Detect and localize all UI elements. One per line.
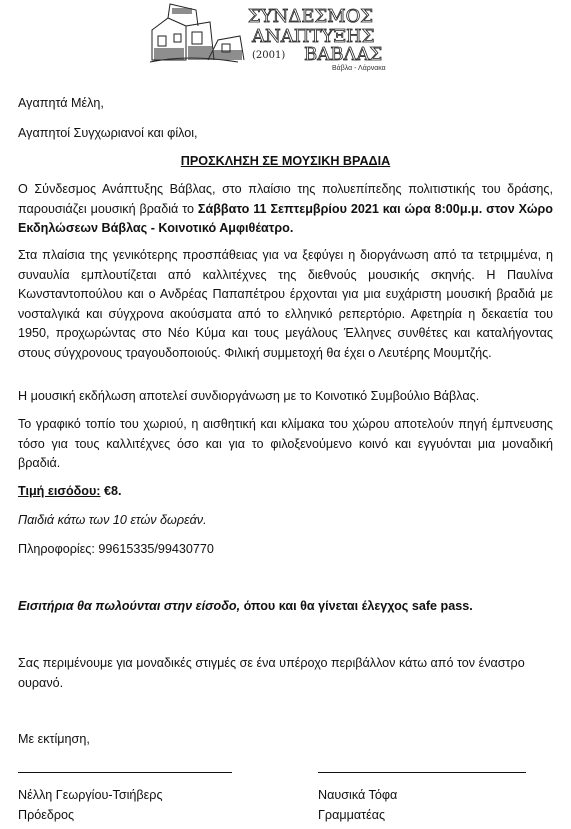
regards: Με εκτίμηση, bbox=[18, 732, 90, 746]
invitation-title: ΠΡΟΣΚΛΗΣΗ ΣΕ ΜΟΥΣΙΚΗ ΒΡΑΔΙΑ bbox=[180, 154, 391, 168]
intro-text: Ο Σύνδεσμος Ανάπτυξης Βάβλας, στο πλαίσιο της πολυεπίπεδης πολιτιστικής του δράσης, παρουσιάζει μουσική βραδιά το bbox=[18, 182, 553, 216]
secretary-signature bbox=[318, 786, 397, 825]
signature-line-secretary bbox=[318, 772, 526, 773]
tickets-note-italic: Εισιτήρια θα πωλούνται στην είσοδο, bbox=[18, 599, 241, 613]
signature-line-president bbox=[18, 772, 232, 773]
closing-paragraph: Σας περιμένουμε για μοναδικές στιγμές σε ένα υπέροχο περιβάλλον κάτω από τον έναστρο ουρανό. bbox=[18, 656, 525, 690]
artists-paragraph: Στα πλαίσια της γενικότερης προσπάθειας για να ξεφύγει η διοργάνωση από τα τετριμμένα, η συναυλία εμπλουτίζεται από καλλιτέχνες της διεθνούς μουσικής σκηνής. Η Παυλίνα Κωνσταντοπούλου και ο Ανδρέας Παπαπέτρου έρχονται για μια ευχάριστη μουσική βραδιά με νοσταλγικά και σύγχρονα ακούσματα από το ελληνικό ρεπερτόριο. Αφετηρία η δεκαετία του 1950, προχωρώντας στο Νέο Κύμα και τους μεγάλους Έλληνες συνθέτες και καταλήγοντας στους σύγχρονους τραγουδοποιούς. Φιλική συμμετοχή θα έχει ο Λευτέρης Μουμτζής. bbox=[18, 248, 553, 360]
price-label: Τιμή εισόδου: bbox=[18, 484, 101, 498]
co-organization-paragraph: Η μουσική εκδήλωση αποτελεί συνδιοργάνωση με το Κοινοτικό Συμβούλιο Βάβλας. bbox=[18, 389, 480, 403]
logo-line1: ΣΥΝΔΕΣΜΟΣ bbox=[248, 6, 374, 27]
president-role: Πρόεδρος bbox=[18, 807, 75, 822]
ticket-price bbox=[18, 482, 553, 502]
price-value: €8. bbox=[100, 484, 122, 498]
association-logo bbox=[148, 0, 406, 72]
president-signature bbox=[18, 786, 163, 825]
intro-paragraph bbox=[18, 180, 553, 239]
venue-paragraph: Το γραφικό τοπίο του χωριού, η αισθητική και κλίμακα του χώρου αποτελούν πηγή έμπνευσης τόσο για τους καλλιτέχνες όσο και για το φιλοξενούμενο κοινό και εγγυόνται μια μοναδική βραδιά. bbox=[18, 417, 553, 470]
logo-graphic bbox=[148, 0, 406, 72]
event-details: Σάββατο 11 Σεπτεμβρίου 2021 και ώρα 8:00μ.μ. στον Χώρο Εκδηλώσεων Βάβλας - Κοινοτικό Αμφιθέατρο. bbox=[18, 201, 553, 235]
president-name: Νέλλη Γεωργίου-Τσιήβερς bbox=[18, 788, 163, 802]
tickets-note-rest: όπου και θα γίνεται έλεγχος safe pass. bbox=[240, 599, 473, 613]
logo-subtitle: Βάβλα - Λάρνακα bbox=[332, 65, 386, 72]
greeting-members: Αγαπητά Μέλη, bbox=[18, 96, 104, 110]
logo-line2: ΑΝΑΠΤΥΞΗΣ bbox=[252, 26, 375, 47]
logo-line3: ΒΑΒΛΑΣ bbox=[304, 44, 383, 65]
greeting-villagers: Αγαπητοί Συγχωριανοί και φίλοι, bbox=[18, 126, 198, 140]
secretary-role: Γραμματέας bbox=[318, 807, 386, 822]
children-free-note: Παιδιά κάτω των 10 ετών δωρεάν. bbox=[18, 513, 207, 527]
info-phones: Πληροφορίες: 99615335/99430770 bbox=[18, 542, 214, 556]
logo-year: (2001) bbox=[252, 50, 286, 61]
tickets-note bbox=[18, 597, 553, 617]
secretary-name: Ναυσικά Τόφα bbox=[318, 788, 398, 802]
